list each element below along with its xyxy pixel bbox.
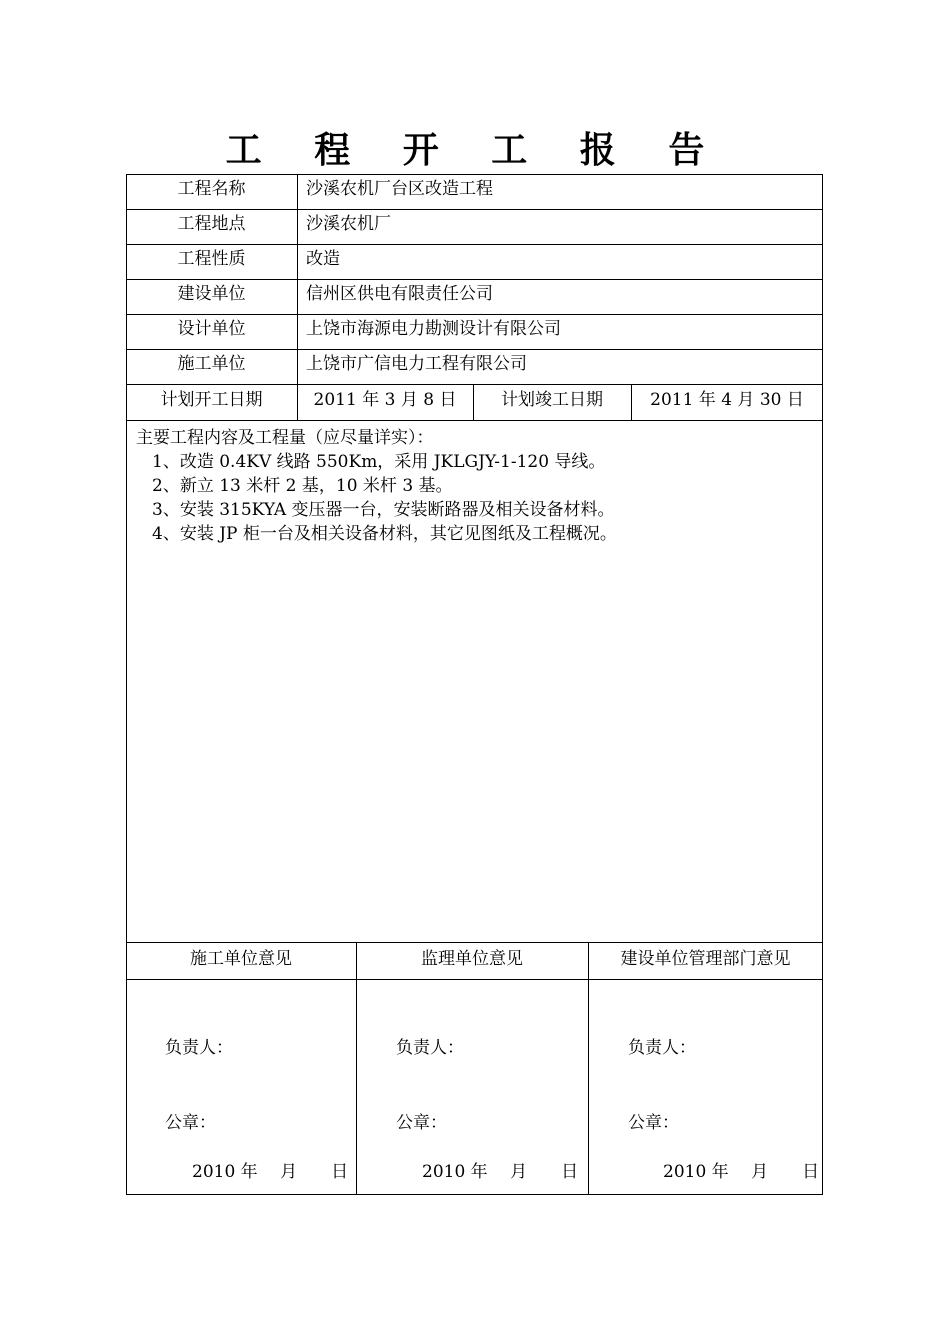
project-location-value: 沙溪农机厂 xyxy=(306,214,391,234)
project-name-label: 工程名称 xyxy=(177,179,246,199)
planned-end-label: 计划竣工日期 xyxy=(501,390,603,410)
work-content xyxy=(136,426,617,546)
contractor-seal: 公章： xyxy=(165,1113,216,1133)
work-item: 1、改造 0.4KV 线路 550Km，采用 JKLGJY-1-120 导线。 xyxy=(152,452,606,472)
supervisor-seal: 公章： xyxy=(396,1113,447,1133)
column-divider xyxy=(356,942,357,1195)
row-divider xyxy=(126,420,823,421)
project-name-value: 沙溪农机厂台区改造工程 xyxy=(306,179,493,199)
owner-dept-opinion-header: 建设单位管理部门意见 xyxy=(620,949,791,969)
owner-dept-seal: 公章： xyxy=(628,1113,679,1133)
construction-unit-value: 上饶市广信电力工程有限公司 xyxy=(306,354,527,374)
row-divider xyxy=(126,979,823,980)
planned-start-value: 2011 年 3 月 8 日 xyxy=(313,390,457,410)
contractor-opinion-header: 施工单位意见 xyxy=(190,949,292,969)
project-location-label: 工程地点 xyxy=(177,214,246,234)
planned-start-label: 计划开工日期 xyxy=(160,390,263,410)
work-item: 2、新立 13 米杆 2 基，10 米杆 3 基。 xyxy=(152,476,453,496)
work-item: 3、安装 315KYA 变压器一台，安装断路器及相关设备材料。 xyxy=(152,500,615,520)
column-divider xyxy=(588,942,589,1195)
planned-end-value: 2011 年 4 月 30 日 xyxy=(650,390,804,410)
supervisor-responsible: 负责人： xyxy=(396,1038,464,1058)
work-item: 4、安装 JP 柜一台及相关设备材料，其它见图纸及工程概况。 xyxy=(152,524,617,544)
supervisor-opinion-header: 监理单位意见 xyxy=(421,949,523,969)
contractor-date: 2010 年 月 日 xyxy=(192,1162,349,1182)
supervisor-date: 2010 年 月 日 xyxy=(422,1162,579,1182)
design-unit-value: 上饶市海源电力勘测设计有限公司 xyxy=(306,319,561,339)
project-nature-label: 工程性质 xyxy=(177,249,246,269)
owner-unit-label: 建设单位 xyxy=(177,284,246,304)
owner-dept-date: 2010 年 月 日 xyxy=(663,1162,820,1182)
contractor-responsible: 负责人： xyxy=(165,1038,233,1058)
owner-dept-responsible: 负责人： xyxy=(628,1038,696,1058)
work-content-heading: 主要工程内容及工程量（应尽量详实）： xyxy=(136,428,434,448)
design-unit-label: 设计单位 xyxy=(177,319,246,339)
report-title: 工 程 开 工 报 告 xyxy=(225,130,725,171)
owner-unit-value: 信州区供电有限责任公司 xyxy=(306,284,493,304)
project-nature-value: 改造 xyxy=(306,249,340,269)
construction-unit-label: 施工单位 xyxy=(177,354,246,374)
